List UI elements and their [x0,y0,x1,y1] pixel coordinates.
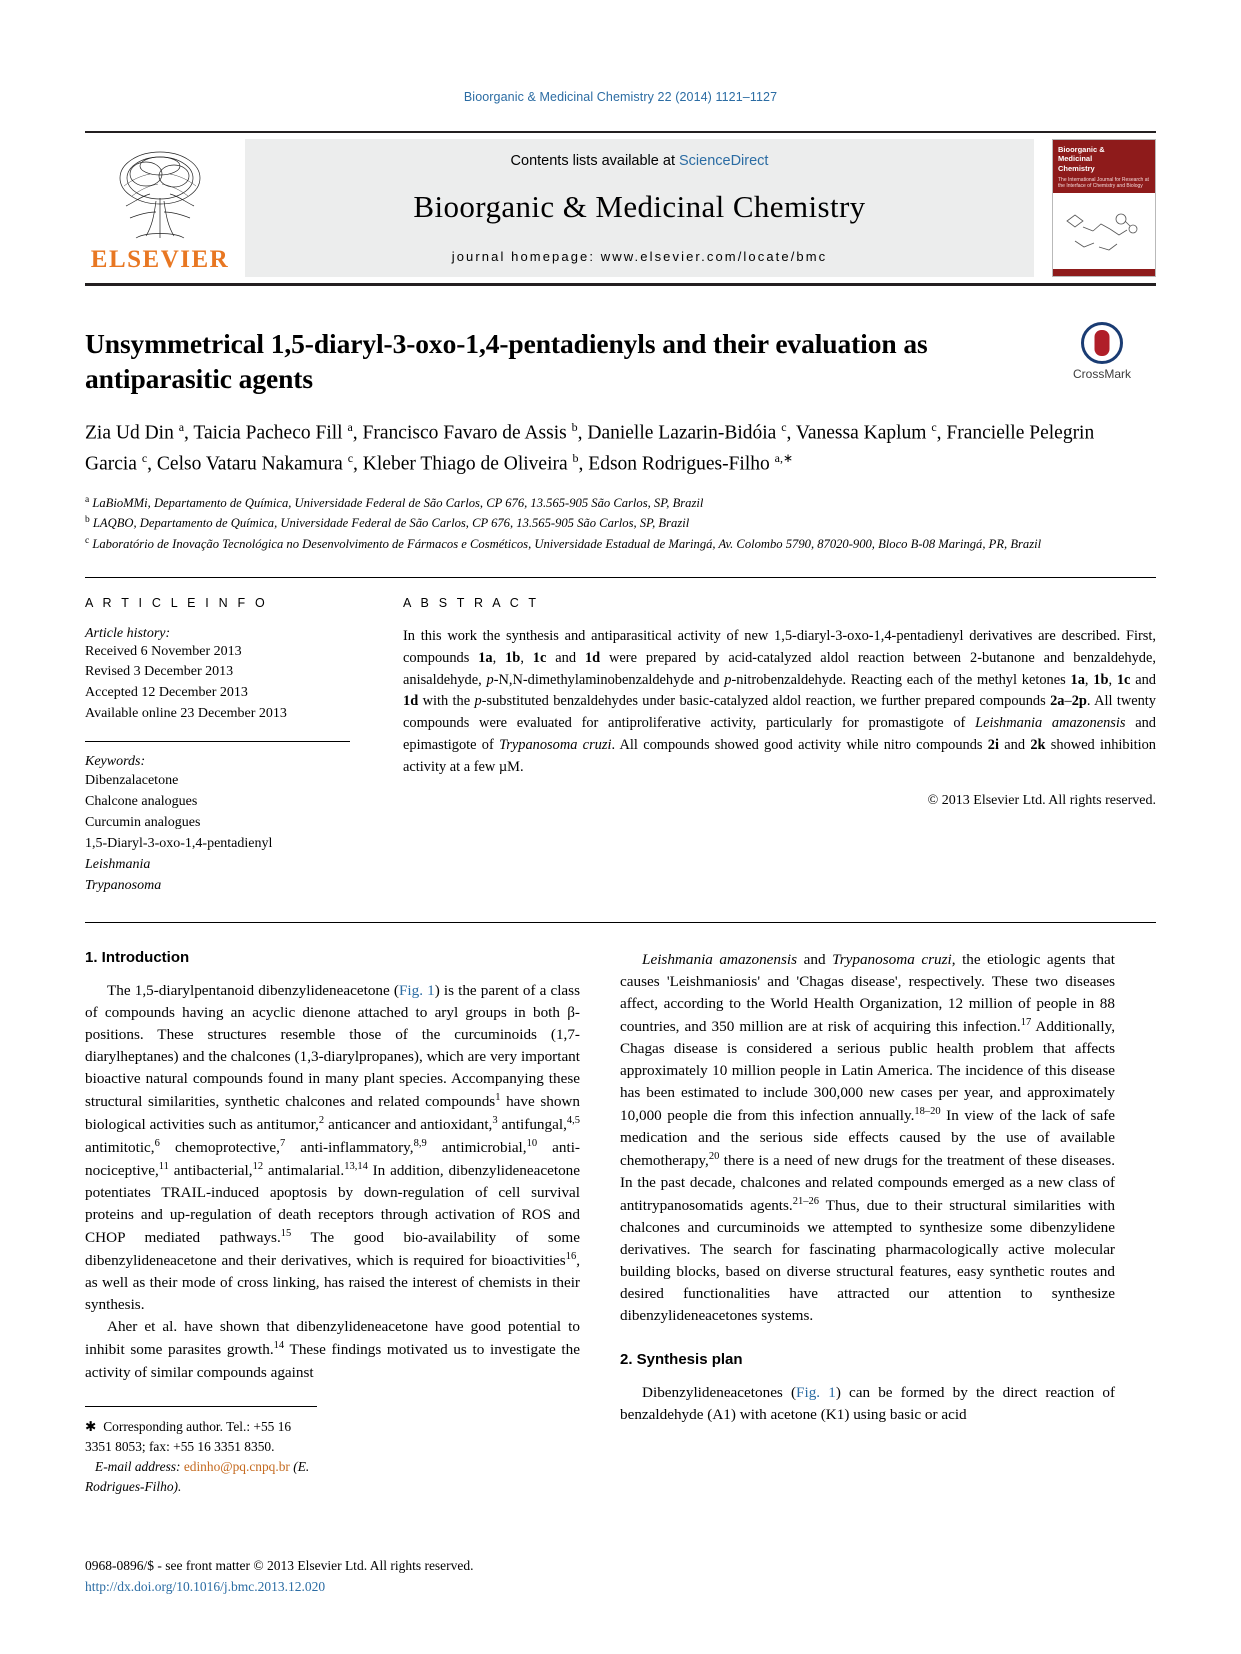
affiliation-b [85,513,1156,534]
affiliation-text-a: LaBioMMi, Departamento de Química, Universidade Federal de São Carlos, CP 676, 13.565-905 São Carlos, SP, Brazil [92,495,704,510]
history-received: Received 6 November 2013 [85,643,242,659]
keyword-3: Curcumin analogues [85,814,201,830]
keyword-5: Leishmania [85,856,151,872]
keyword-6: Trypanosoma [85,877,162,893]
masthead-center [245,139,1034,277]
running-head: Bioorganic & Medicinal Chemistry 22 (2014) 1121–1127 [463,90,778,104]
journal-homepage[interactable]: journal homepage: www.elsevier.com/locate/bmc [451,248,828,264]
page-footer [85,1555,474,1598]
crossmark-label: CrossMark [1072,367,1131,381]
corresponding-author-note [85,1417,317,1457]
article-history-title: Article history: [85,625,171,641]
sciencedirect-link[interactable]: ScienceDirect [679,152,769,169]
affiliation-list [85,493,1156,555]
email-note [85,1457,317,1497]
body-column-left [85,949,580,1497]
cover-line1: Bioorganic & [1058,145,1105,154]
cover-line3: Chemistry [1058,163,1095,173]
cover-line2: Medicinal [1058,154,1093,164]
journal-title: Bioorganic & Medicinal Chemistry [413,188,866,224]
contents-prefix: Contents lists available at [510,152,679,169]
elsevier-logo [85,133,235,283]
article-info-heading: A R T I C L E I N F O [85,595,268,610]
cover-footer-bar [1053,269,1155,277]
page-title: Unsymmetrical 1,5-diaryl-3-oxo-1,4-pentadienyls and their evaluation as antiparasitic agents [85,328,928,395]
keywords-title: Keywords: [85,753,146,769]
cover-molecule-icon [1059,201,1149,265]
affiliation-mark-b: b [85,515,90,526]
journal-cover-thumbnail [1052,139,1156,277]
synthesis-paragraph-1: Dibenzylideneacetones (Fig. 1) can be formed by the direct reaction of benzaldehyde (A1) with acetone (K1) using basic or acid [620,1384,1115,1424]
elsevier-tree-icon [106,146,214,244]
section-heading-synthesis-plan: 2. Synthesis plan [620,1351,743,1369]
journal-masthead [85,131,1156,283]
author-list: Zia Ud Din $^a$, Taicia Pacheco Fill $^a$, Francisco Favaro de Assis $^b$, Danielle Lazarin-Bidóia $^c$, Vanessa Kaplum $^c$, Francielle Pelegrin Garcia $^c$, Celso Vataru Nakamura $^c$, Kleber Thiago de Oliveira $^b$, Edson Rodrigues-Filho $^{a,∗}$ [85,420,1095,474]
history-revised: Revised 3 December 2013 [85,664,234,680]
email-link[interactable]: edinho@pq.cnpq.br [183,1458,290,1474]
abstract-column [385,596,1156,896]
cover-header [1053,140,1155,193]
intro-paragraph-3: Leishmania amazonensis and Trypanosoma cruzi, the etiologic agents that causes 'Leishmaniosis' and 'Chagas disease', respectively. These two diseases affect, according to the World Health Organization, 12 million of people in 88 countries, and 350 million are at risk of acquiring this infection.$^{17}$ Additionally, Chagas disease is considered a serious public health problem that affects approximately 10 million people in Latin America. The incidence of this disease has been estimated to include 300,000 new cases per year, and approximately 10,000 people die from this infection annually.$^{18-20}$ In view of the lack of safe medication and the serious side effects caused by the use of available chemotherapy,$^{20}$ there is a need of new drugs for the treatment of these diseases. In the past decade, chalcones and related compounds emerged as a new class of antitrypanosomatids agents.$^{21-26}$ Thus, due to their structural similarities with chalcones and curcuminoids we attempted to synthesize some dibenzylidene derivatives. The search for fascinating pharmacologically active molecular building blocks, based on diverse structural features, easy synthetic routes and desired functionalities have attracted our attention to synthesize dibenzylideneacetones systems. [620,950,1115,1325]
affiliation-text-c: Laboratório de Inovação Tecnológica no Desenvolvimento de Fármacos e Cosméticos, Universidade Estadual de Maringá, Av. Colombo 5790, 87020-900, Bloco B-08 Maringá, PR, Brazil [92,537,1042,552]
masthead-rule [85,283,1156,286]
corresponding-author-text: Corresponding author. Tel.: +55 16 3351 8053; fax: +55 16 3351 8350. [85,1418,292,1454]
email-label: E-mail address: [95,1458,181,1474]
article-info-column [85,596,385,896]
affiliation-c [85,534,1156,555]
abstract-text: In this work the synthesis and antiparasitical activity of new 1,5-diaryl-3-oxo-1,4-pentadienyl derivatives are described. First, compounds 1a, 1b, 1c and 1d were prepared by acid-catalyzed aldol reaction between 2-butanone and benzaldehyde, anisaldehyde, p-N,N-dimethylaminobenzaldehyde and p-nitrobenzaldehyde. Reacting each of the methyl ketones 1a, 1b, 1c and 1d with the p-substituted benzaldehydes under basic-catalyzed aldol reaction, we further prepared compounds 2a–2p. All twenty compounds were evaluated for antiproliferative activity, particularly for promastigote of Leishmania amazonensis and epimastigote of Trypanosoma cruzi. All compounds showed good activity while nitro compounds 2i and 2k showed inhibition activity at a few µM. [403,627,1156,776]
affiliation-text-b: LAQBO, Departamento de Química, Universidade Federal de São Carlos, CP 676, 13.565-905 São Carlos, SP, Brazil [92,516,690,531]
intro-paragraph-2: Aher et al. have shown that dibenzylideneacetone have good potential to inhibit some parasites growth.$^{14}$ These findings motivated us to investigate the activity of similar compounds against [85,1318,580,1381]
history-available: Available online 23 December 2013 [85,705,287,721]
elsevier-wordmark: ELSEVIER [90,246,230,273]
footnote-block [85,1406,317,1497]
email-owner: (E. Rodrigues-Filho). [85,1458,310,1494]
section-heading-introduction: 1. Introduction [85,948,190,966]
info-divider [85,741,350,742]
keyword-4: 1,5-Diaryl-3-oxo-1,4-pentadienyl [85,835,273,851]
asterisk-icon: ✱ [85,1418,97,1434]
keyword-2: Chalcone analogues [85,793,198,809]
affiliation-mark-c: c [85,536,90,547]
body-columns [85,949,1156,1497]
crossmark-badge[interactable] [1048,322,1156,381]
affiliation-a [85,493,1156,514]
info-abstract-row [85,577,1156,896]
doi-link[interactable]: http://dx.doi.org/10.1016/j.bmc.2013.12.020 [85,1579,326,1595]
cover-subtitle: The International Journal for Research at the Interface of Chemistry and Biology [1058,177,1149,190]
issn-line: 0968-0896/$ - see front matter © 2013 Elsevier Ltd. All rights reserved. [85,1557,474,1573]
contents-line [511,153,769,169]
history-accepted: Accepted 12 December 2013 [85,685,248,701]
cover-artwork [1053,193,1155,269]
intro-paragraph-1: The 1,5-diarylpentanoid dibenzylideneacetone (Fig. 1) is the parent of a class of compounds having an acyclic dienone attached to aryl groups in both β-positions. These structures resemble those of the curcuminoids (1,7-diarylheptanes) and the chalcones (1,3-diarylpropanes), which are very important bioactive natural compounds found in many plant species. Accompanying these structural similarities, synthetic chalcones and related compounds$^1$ have shown biological activities such as antitumor,$^2$ anticancer and antioxidant,$^3$ antifungal,$^{4,5}$ antimitotic,$^6$ chemoprotective,$^7$ anti-inflammatory,$^{8,9}$ antimicrobial,$^{10}$ anti-nociceptive,$^{11}$ antibacterial,$^{12}$ antimalarial.$^{13,14}$ In addition, dibenzylideneacetone potentiates TRAIL-induced apoptosis by down-regulation of cell survival proteins and up-regulation of death receptors through activation of ROS and CHOP mediated pathways.$^{15}$ The good bio-availability of some dibenzylideneacetone and their derivatives, which is required for bioactivities$^{16}$, as well as their mode of cross linking, has raised the interest of chemists in their synthesis. [85,981,580,1314]
title-block [85,326,1156,555]
body-divider [85,922,1156,923]
abstract-heading: A B S T R A C T [403,595,540,610]
abstract-copyright: © 2013 Elsevier Ltd. All rights reserved. [927,792,1156,808]
crossmark-icon [1081,322,1123,364]
keyword-1: Dibenzalacetone [85,772,179,788]
affiliation-mark-a: a [85,494,90,505]
body-column-right [620,949,1115,1497]
